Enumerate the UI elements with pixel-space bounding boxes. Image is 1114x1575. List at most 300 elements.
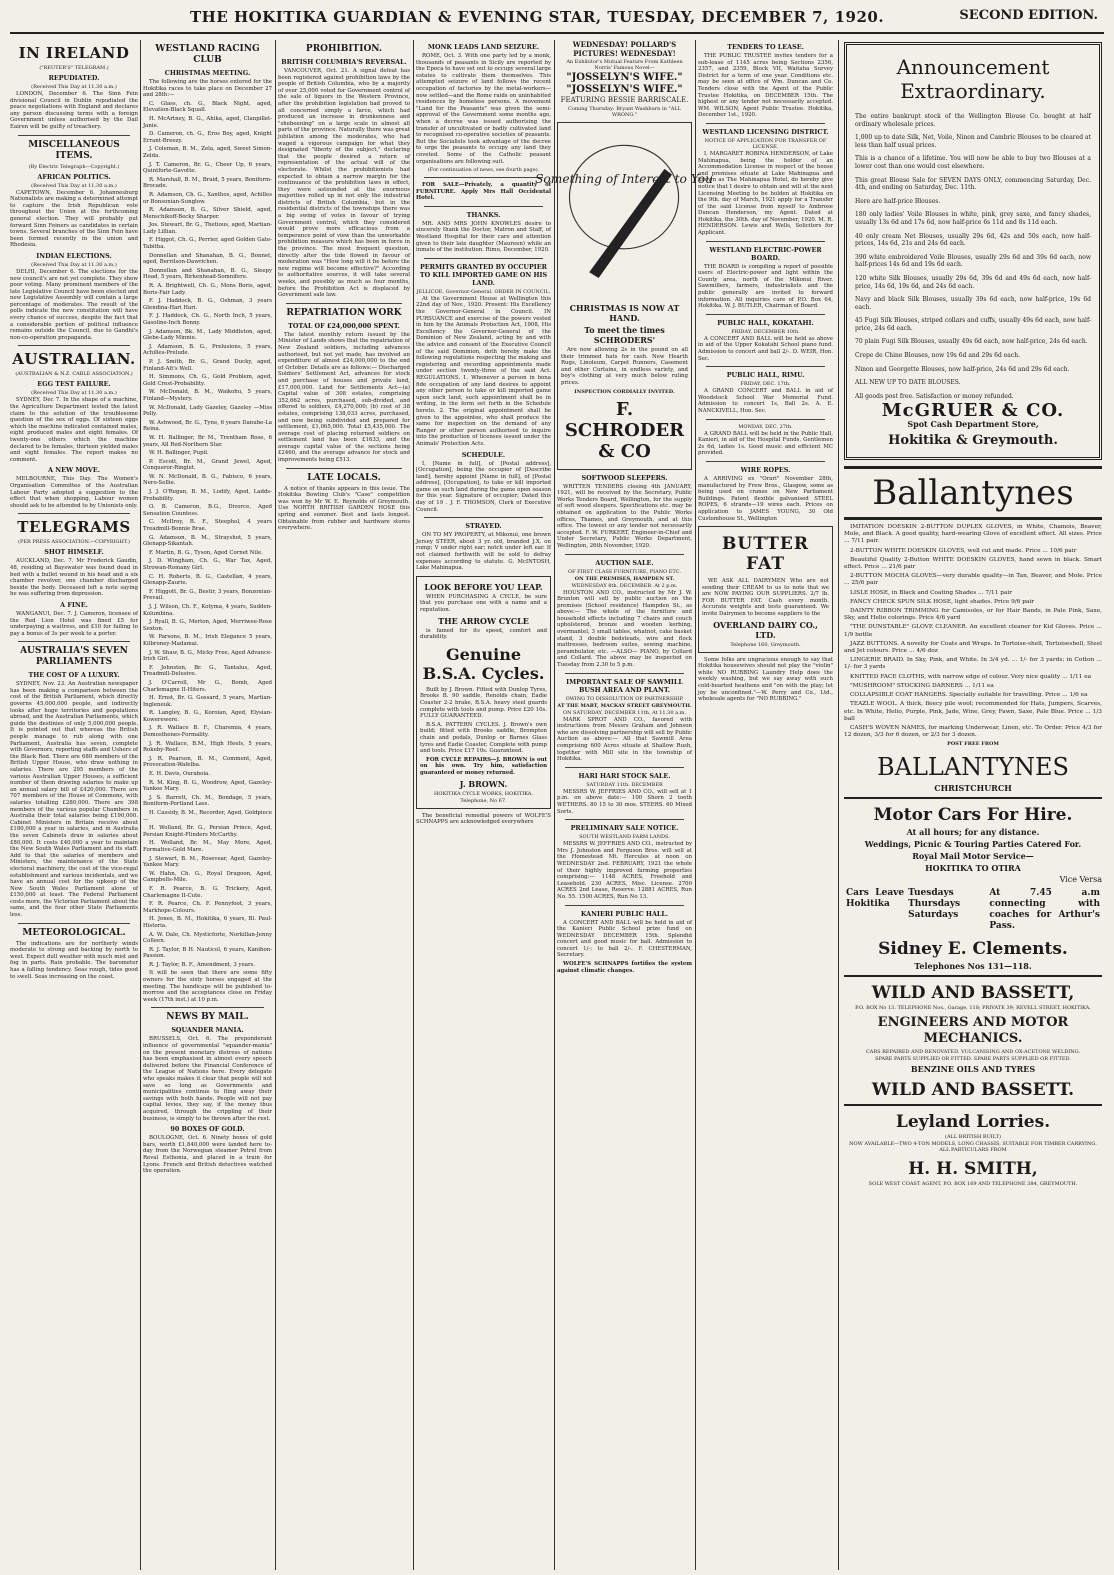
divider (706, 461, 825, 462)
wire-body: A ARRIVING ex "Orari" November 28th, manufactured by Frew Bros., Glasgow, some as being used on cranes on New Parliament Buildings. Patent flexible galvanised STEEL ROPES, 6 strands—19 wires each. Prices on application to JAMES YOUNG, 30 Old Customhouse St., Wellington (698, 475, 833, 522)
announcement-item: Here are half-price Blouses. (855, 197, 941, 205)
butter-ad (698, 526, 833, 653)
rubbing-note: Some folks are ungracious enough to say that Hokitika housewives should not play the "violin" while NO RUBBING Laundry Help does the weekly washing, but we say away with such cold-hearted heathens and "on with the play; let joy be unconfined."—W. Perry and Co., Ltd., wholesale agents for "NO RUBBING." (698, 656, 833, 703)
sawmill-subhead: OWING TO DISSOLUTION OF PARTNERSHIP. (565, 695, 684, 702)
jellicoe-line: JELLICOE, Governor-General. ORDER IN COUNCIL. (416, 288, 551, 295)
divider (151, 1007, 264, 1008)
racing-entry: H. McArtney, B. G., Ahika, aged, Clanpillet-Janie. (143, 115, 272, 129)
spare-parts: SPARE PARTS SUPPLIED OR FITTED. SPARE PARTS SUPPLIED OR FITTED. (875, 1056, 1071, 1063)
divider (706, 366, 825, 367)
column-7 (844, 40, 1102, 1570)
tenders-body: THE PUBLIC TRUSTEE invites tenders for a sub-lease of 1145 acres being Sections 2356, 2357, and 2359, Block VII, Waitaha Survey District for a term of one year. Conditions etc. may be seen at office of Wm. Duncan and Co. Tenders close with the Agent of the Public Trustee Hokitika, on DECEMBER 15th. The highest or any tender not necessarily accepted. WM. WILSON, Agent Public Trustee. Hokitika, December 1st., 1920. (698, 53, 833, 119)
arrow-body: is famed for its speed, comfort and durability. (420, 627, 547, 641)
divider (565, 554, 684, 555)
shot-subhead: SHOT HIMSELF. (44, 548, 104, 557)
racing-entry: F. Johnston, Br. G., Tantalus, Aged, Treadmill-Delusive. (143, 664, 272, 678)
ballantynes-item: 2-BUTTON MOCHA GLOVES—very durable quality—in Tan, Beaver, and Mole. Price ... 25/6 pair (844, 573, 1102, 587)
meteorological-body: The indications are for northerly winds moderate to strong and backing by north to west. Expect dull weather with much mist and fog in parts. Rain probable. The barometer has a falling tendency. Seas rough, tides good to swell. Seas increasing on the coast. (10, 940, 138, 980)
racing-subhead: CHRISTMAS MEETING. (164, 69, 251, 77)
auction-body: HOUSTON AND CO., instructed by Mr J. W. Brunton will sell by public auction on the premises (School residence) Hampden St., as above:— The whole of the furniture and household effects including 7 chairs and couch upholstered, bronze and wooden kerbing, overmantel, 3 small tables, whatnot, cake basket stand, 3 double bedsteads, wire and flock mattresses, bedroom suites, sewing machine, perambulator, etc. —ALSO— PIANO, by Collard and Collard. The above may be inspected on Tuesday from 2.30 to 5 p.m. (557, 589, 692, 669)
column-rule (413, 40, 414, 1570)
kokatahi-when: FRIDAY, DECEMBER 10th. (731, 328, 800, 335)
wolfe-note-2: WOLFE'S SCHNAPPS fortifies the system against climatic changes. (557, 961, 692, 974)
racing-entry: H. Simmons, Ch. G., Gold Problem, aged, Gold Crest-Probability. (143, 374, 272, 387)
announcement-ad (844, 42, 1102, 460)
announcement-item: 180 only ladies' Voile Blouses in white, pink, grey saxe, and fancy shades, usually 13s 6d and 17s 6d, now half-price 6s 11d and 8s 11d each. (855, 211, 1091, 226)
australian-source: (AUSTRALIAN & N.Z. CABLE ASSOCIATION.) (15, 371, 133, 378)
racing-entry: J. S. Barrett, Ch. M., Bondage, 5 years, Boniform-Portland Lass. (143, 794, 272, 808)
australian-headline: AUSTRALIAN. (12, 350, 136, 369)
announcement-item: 120 white Silk Blouses, usually 29s 6d, 39s 6d and 49s 6d each, now half-price, 14s 6d, 19s 6d, and 24s 6d each. (855, 274, 1091, 290)
leyland-ad (844, 1112, 1102, 1187)
announcement-item: This great Blouse Sale for SEVEN DAYS ONLY, commencing Saturday, Dec. 4th, and ending on Saturday, Dec. 11th. (855, 176, 1091, 192)
wild-bassett-box: P.O. BOX No 13. TELEPHONE Nos., Garage, 118; PRIVATE 39; REVELL STREET, HOKITIKA. (855, 1005, 1091, 1012)
divider (424, 206, 543, 207)
column-5 (535, 40, 713, 1570)
racing-entry: H. Wolland, Br. G., Persian Prince, Aged, Persian Knight-Flinders McCarthy. (143, 825, 272, 838)
wild-bassett-name-2: WILD AND BASSETT. (871, 1080, 1075, 1101)
leyland-body: NOW AVAILABLE—TWO 4-TON MODELS, LONG CHASSIS, SUITABLE FOR TIMBER CARRYING. ALL PARTICULARS FROM (849, 1141, 1097, 1154)
prelim-subhead: SOUTH WESTLAND FARM LANDS. (579, 834, 670, 841)
divider (18, 135, 130, 136)
misc-headline: MISCELLANEOUS ITEMS. (28, 139, 120, 161)
bsa-body: Built by J. Brown. Fitted with Dunlop Tyres, Brooks B. 90 saddle, Renolds chain, Eadie Coaster 2-2 brake, B.S.A. heavy steel guards complete with tools and pump. Price £20 10s. FULLY GUARANTEED. (420, 686, 547, 720)
racing-entry: F. R. Pearce, Ch. F. Pennyfoot, 3 years, Markhope-Colours. (143, 901, 272, 914)
thanks-headline: THANKS. (466, 210, 501, 219)
electric-headline: WESTLAND ELECTRIC-POWER BOARD. (709, 245, 822, 262)
misc-source: (By Electric Telegraph—Copyright.) (28, 163, 120, 170)
ballantynes-item: IMITATION DOESKIN 2-BUTTON DUPLEX GLOVES, in White, Chamois, Beaver, Mole, and Black. A good quality, hard-wearing Glove of excellent effect. All sizes. Price ... 7/11 pair. (844, 524, 1102, 545)
bsa-headline: Genuine B.S.A. Cycles. (422, 644, 545, 683)
prelim-headline: PRELIMINARY SALE NOTICE. (570, 824, 679, 833)
benzine-line: BENZINE OILS AND TYRES (910, 1064, 1036, 1075)
movie-coming: Coming Thursday: Bryant Washburn in "ALL WRONG." (568, 106, 681, 118)
look-body: WHEN PURCHASING A CYCLE, be sure that you purchase one with a name and a reputation. (420, 593, 547, 613)
ballantynes-item: FANCY CHECK SPUN SILK HOSE, light shades. Price 9/6 pair (850, 598, 1035, 605)
racing-entry: F. J. Haddock, Ch. G., North Inch, 5 years, Gasoline-Inch Bonny. (143, 313, 272, 326)
movie-featuring: FEATURING BESSIE BARRISCALE. (560, 96, 689, 104)
announcement-item: 40 only cream Net Blouses, usually 29s 6d, 42s and 50s each, now half-prices, 14s 6d, 21s and 24s 6d each. (855, 232, 1091, 248)
column-2 (143, 40, 272, 1570)
licensing-headline: WESTLAND LICENSING DISTRICT. (702, 127, 829, 136)
movie-intro: An Exhibitor's Mutual Feature From Kathleen Norris' Famous Novel— (566, 59, 683, 71)
african-subhead: AFRICAN POLITICS. (37, 172, 111, 181)
overland-telephone: Telephone 160, Greymouth. (730, 641, 801, 648)
sidney-telephone: Telephones Nos 131—118. (914, 961, 1032, 972)
racing-entry: G. Adamson, B. M., Strayshot, 5 years, Glenapp-Sikantah. (143, 534, 272, 548)
harihari-headline: HARI HARI STOCK SALE. (578, 771, 671, 780)
indian-time: (Received This Day at 11.30 a.m.) (31, 261, 117, 268)
column-3 (278, 40, 410, 1570)
ireland-time: (Received This Day at 11.30 a.m.) (31, 84, 117, 90)
divider (706, 314, 825, 315)
racing-entry: C. Glass, ch. G., Black Night, aged, Elevation-Black Squall. (143, 100, 272, 114)
racing-entry: R. J. Taylor, B. F., Amendment, 3 years. (149, 961, 256, 968)
seven-parliaments-body: SYDNEY, Nov. 23. An Australian newspaper has been making a comparison between the cost of the British Parliament, which directly governs 45,000,000 people, and indirectly looks after huge territories and populations abroad, and the Australian Parliaments, which guide the destinies of only 5,000,000 people. It is pointed out that whereas the British people manage to rub along with one Parliament, Australia has seven, complete with Governors, reporting staffs and Ushers of the Black Rod. There are 680 members of the British Upper House, who draw nothing in salaries. There are 295 members of the various Australian Upper Houses, a sufficient number of them drawing salaries to make up an annual salary bill of £420,000. There are 707 members of the House of Commons, with salaries totalling £280,000. There are 398 members of the various popular Chambers in Australia their total salaries being £190,000. Cabinet Ministers in Britain receive about £180,000 a year in salaries, and in Australia the seven Cabinets draw in salaries about £80,000. It costs £40,000 a year to maintain the New South Wales Parliament and its staff. Add to that the salaries of members and Ministers, the maintenance of the State electoral machinery, the cost of the vice-regal establishment and various incidentals, and we have an annual cost for the upkeep of the New South Wales Parliament alone of £150,000 at least. The Federal Parliament costs more, the Victorian Parliament about the same, and the four other State Parliaments less. (10, 681, 139, 919)
kaniere-body: A CONCERT AND BALL will be held in aid of the Kanieri Public School prize fund on WEDNESDAY DECEMBER 15th. Splendid concert and good music for ball. Admission to concert 1/-; to ball 2/-. F. CHESTERMAN, Secretary. (557, 919, 692, 959)
sawmill-when: ON SATURDAY, DECEMBER 11th, At 11.30 a.m. (562, 709, 687, 716)
racing-entry: H. Cassidy, B. M., Recorder, Aged, Goldpiece— (143, 810, 272, 823)
newspaper-title: THE HOKITIKA GUARDIAN & EVENING STAR, TUESDAY, DECEMBER 7, 1920. (190, 8, 885, 26)
racing-entry: A. W. Dale, Ch. Mysticforte, Norkillan-Jenny Colleen. (143, 931, 272, 945)
racing-entry: R. Langley, B. G., Koroian, Aged, Elysian-Kowerewere. (143, 710, 272, 723)
racing-entry: J. Stewart, B. M., Rosevear, Aged, Gazeley-Yankee Mary. (143, 855, 272, 869)
rimu-when: FRIDAY, DEC. 17th. (740, 381, 791, 388)
racing-entry: H. Ernst, Br. G. Gossard, 5 years, Martian-Ingleneuk. (143, 695, 272, 708)
divider (706, 419, 825, 420)
kanieri-ball-when: MONDAY, DEC. 27th. (738, 423, 793, 430)
divider (565, 767, 684, 768)
pen-illustration (535, 126, 713, 301)
announcement-item: 390 white embroidered Voile Blouses, usually 29s 6d and 39s 6d each, now half-prices 14s 6d and 19s 6d each. (855, 253, 1091, 269)
egg-time: (Received This Day at 11.30 a.m.) (31, 390, 117, 397)
auction-subhead: OF FIRST CLASS FURNITURE, PIANO ETC. (567, 568, 681, 575)
mcgruer-name: McGRUER & CO. (881, 400, 1065, 422)
announcement-item: 70 plain Fugi Silk Blouses, usually 49s 6d each, now half-price, 24s 6d each. (855, 338, 1088, 346)
racing-entry: W. Parsons, B. M., Irish Elegance 5 years, Kilbroney-Madamai. (143, 634, 272, 647)
racing-entry: H. Jones, B. M., Hokitika, 6 years, Bl. Paul-Historia. (143, 916, 272, 929)
divider (565, 905, 684, 906)
racing-entry: J. R. Wallace B. F., Charemia, 4 years, Demosthenes-Formality. (143, 725, 272, 739)
divider (18, 345, 130, 346)
movie-title: "JOSSELYN'S WIFE." "JOSSELYN'S WIFE." (566, 72, 683, 95)
motor-headline: Motor Cars For Hire. (873, 805, 1073, 826)
racing-closing: It will be seen that there are some fifty owners for the sixty horses engaged at the meeting. The handicaps will be published to-morrow and the acceptances close on Friday week (17th inst.) at 10 p.m. (143, 970, 272, 1003)
racing-entry: H. Wolland, Br. M., May More, Aged, Formative-Gold Mare. (143, 840, 272, 853)
gold-subhead: 90 BOXES OF GOLD. (170, 1125, 245, 1134)
motor-schedule (844, 887, 1102, 933)
continued-note: (For continuation of news, see fourth page). (427, 167, 540, 174)
auction-headline: AUCTION SALE. (595, 558, 654, 567)
seven-parliaments-headline: AUSTRALIA'S SEVEN PARLIAMENTS (20, 646, 128, 668)
announcement-item: 45 Fugi Silk Blouses, striped collars and cuffs, usually 49s 6d each, now half-price, 24s 6d each. (855, 317, 1091, 332)
prohibition-headline: PROHIBITION. (305, 44, 383, 54)
auction-when: WEDNESDAY 8th. DECEMBER. At 2 p.m. (571, 582, 678, 589)
racing-entry: W. Ashwood, Br. G., Tyne, 6 years Danube-La Reina. (143, 419, 272, 433)
racing-entry: J. Adamson, B. G., Prelusions, 5 years, Achilles-Prelude. (143, 343, 272, 357)
racing-entry: Jos. Stewart, Br. G., Thetious, aged, Martian-Lady Lillian. (143, 222, 272, 235)
wire-headline: WIRE ROPES. (740, 465, 791, 474)
racing-entry: J. Coleman, B. M., Zela, aged, Sweet Simon-Zelda. (143, 146, 272, 159)
divider (286, 303, 402, 304)
butter-headline: BUTTER FAT (722, 534, 809, 575)
announcement-item: Navy and black Silk Blouses, usually 39s 6d each, now half-price, 19s 6d each. (855, 296, 1091, 311)
racing-entries (143, 101, 272, 969)
mcgruer-location: Hokitika & Greymouth. (888, 433, 1058, 449)
racing-entry: J. T. Cameron, Br. G., Cheer Up, 6 years, Quintforte-Gavotte. (143, 161, 272, 175)
move-subhead: A NEW MOVE. (48, 466, 100, 475)
divider (18, 641, 130, 642)
motor-schedule-row (844, 887, 1102, 933)
column-rule (275, 40, 276, 1570)
racing-entry: J. Adamson, Bk. M., Lady Middleton, aged, Glebe-Lady Minnie. (143, 328, 272, 342)
permits-headline: PERMITS GRANTED BY OCCUPIER TO KILL IMPORTED GAME ON HIS LAND. (419, 262, 548, 287)
divider (706, 123, 825, 124)
african-time: (Received This Day at 11.30 a.m.) (31, 182, 117, 189)
gold-body: BOULOGNE, Oct. 6. Ninety boxes of gold bars, worth £1,840,000 were landed here to-day from the Norwegian steamer Petrel from Reval Esthonia, and placed in a train for Lyons. French and British detectives watched the operation. (143, 1135, 272, 1175)
leyland-headline: Leyland Lorries. (895, 1112, 1051, 1133)
racing-entry: F. Higgot, Ch. G., Perrier, aged Golden Gate-Tabitha. (143, 237, 272, 251)
racing-entry: Donnellan and Shanahan, B. G., Sleepy Head, 5 years, Birkenhead-Somnifere. (143, 267, 272, 281)
prohibition-subhead: BRITISH COLUMBIA'S REVERSAL. (281, 58, 407, 66)
mcgruer-subhead: Spot Cash Department Store, (907, 419, 1039, 430)
ballantynes-footer: BALLANTYNES (877, 753, 1069, 782)
ballantynes-item: COLLAPSIBLE COAT HANGERS. Specially suitable for travelling. Price ... 1/6 ea (850, 692, 1088, 699)
ballantynes-item: CASH'S WOVEN NAMES, for marking Underwear, Linen, etc. To Order. Price 4/3 for 12 dozen, 3/3 for 6 dozen, or 2/3 for 3 dozen. (844, 724, 1102, 739)
column-6 (698, 40, 833, 1570)
smith-address: SOLE WEST COAST AGENT, P.O. BOX 169 AND TELEPHONE 384, GREYMOUTH. (868, 1181, 1078, 1188)
script-text: Something of Interest to You (535, 171, 713, 186)
divider (844, 1104, 1102, 1106)
kokatahi-headline: PUBLIC HALL, KOKATAHI. (717, 318, 814, 327)
racing-intro: The following are the horses entered for the Hokitika races to take place on December 27 and 28th:— (143, 79, 272, 99)
divider (424, 517, 543, 518)
bsa-pattern-body: B.S.A. PATTERN CYCLES. J. Brown's own build; fitted with Brooks saddle, Brompton chain and pedals, Dunlop or Barnes Glass tyres and Eadie Coaster. Complete with pump and tools. Price £17 10s. Guaranteed. (420, 721, 547, 755)
schroder-ad (535, 122, 713, 470)
racing-entry: F. Higgott, Br. G., Bestir, 3 years, Bonzonian-Prevail. (143, 588, 272, 602)
rome-body: ROME, Oct. 3. With one party led by a monk, thousands of peasants in Sicily are reported by the Epoca to have set out to occupy several large estates to cultivate them themselves. This attempted seizure of land follows the recent occupation of factories by the metal-workers—now settled—and the Rome raids on uninhabited residences by homeless persons. A movement "Land for the Peasants" was given the semi-approval of the Government some months ago, when a decree was issued authorising the transfer of uncultivated or badly cultivated land to recognised co-operative societies of peasants. But the Socialists took advantage of the decree to urge the peasants to occupy any land they coveted. Some of the Catholic peasant organisations are following suit. (416, 53, 551, 165)
racing-entry: W. McDonald, Lady Gazeley, Gazeley —Miss Polly. (143, 404, 272, 418)
late-locals-headline: LATE LOCALS. (307, 472, 381, 483)
brown-address: HOKITIKA CYCLE WORKS, HOKITIKA. (433, 790, 533, 797)
ballantynes-headline: Ballantynes (844, 466, 1102, 520)
sleepers-body: WRITTEN TENDERS closing 4th JANUARY, 1921, will be received by the Secretary, Public Works Tenders Board, Wellington, for the supply of soft wood sleepers. Specifications etc. may be obtained on application to the Public Works offices, Thames, and Greymouth, and at this office. The lowest or any tender not necessarily accepted. F. W. FURKERT, Engineer-in-Chief and Under Secretary, Public Works Department, Wellington, 26th November, 1920. (557, 483, 692, 549)
divider (18, 923, 130, 924)
move-body: MELBOURNE, This Day. The Women's Organisation Committee of the Australian Labour Party adopted a suggestion to the effect that when shopping, Labour women should ask to be attended to by Unionists only. (10, 476, 138, 509)
motor-cars-leave: Cars Leave Hokitika (846, 888, 905, 910)
sidney-name: Sidney E. Clements. (878, 939, 1068, 960)
order-body: At the Government House at Wellington this 22nd day of Nov., 1920. Present: His Excellency the Governor-General in Council. IN PURSUANCE and exercise of the powers vested in him by the Animals Protection Act, 1908, His Excellency the Governor-General of the Dominion of New Zealand, acting by and with the advice and consent of the Executive Council of the said Dominion, doth hereby make the following regulations respecting the making and registering and recording appointments made under section twenty-three of the said Act. REGULATIONS. 1. Whenever a person in bona fide occupation of any land desires to appoint any other person to take or kill imported game upon such land, such appointment shall be in writing, in the form set forth in the Schedule hereto. 2. The original appointment shall be given to the appointee, who shall produce the same for inspection on the demand of any Ranger or other person authorised to inquire into the production of licenses issued under the Animals' Protection Acts. (416, 295, 551, 447)
motor-route: HOKITIKA TO OTIRA (925, 863, 1021, 874)
racing-entry: R. A. Brightwell, Ch. G., Mons Boris, aged, Boris-Fair Lady. (143, 283, 272, 296)
racing-entry: J. R. Wallace, B.M., High Heels, 5 years, Rokeby-Reef. (143, 740, 272, 754)
thanks-body: MR. AND MRS JOHN KNOWLES desire to sincerely thank the Doctor, Matron and Staff, of Westland Hospital for their care and attention given to their late daughter (Maureen) while an inmate of the institution. Rimu, December, 1920. (416, 220, 551, 254)
racing-entry: O. B. Cameron, B.G., Divorce, Aged Sensation Countess. (143, 504, 272, 517)
racing-entry: R. Adamson, B. G., Silver Shield, aged, Menschikoff-Becky Sharper. (143, 207, 272, 220)
ballantynes-item: TEAZLE WOOL. A thick, fleecy pile wool; recommended for Hats, Jumpers, Scarves, etc. In White, Helio, Purple, Pink, Jade, Wine, Grey, Fawn, Saxe, Pale Blue. Price ... 1/3 ball (844, 701, 1102, 722)
announcement-headline: Announcement Extraordinary. (896, 55, 1050, 103)
arrow-headline: THE ARROW CYCLE (438, 615, 529, 626)
wild-bassett-ad (844, 983, 1102, 1100)
ballantynes-item: 2-BUTTON WHITE DOESKIN GLOVES, well cut and made. Price ... 10/6 pair (850, 547, 1077, 554)
divider (565, 819, 684, 820)
racing-entry: J. D. Wingham, Ch. G., War Tax, Aged, Strowan-Romany Girl. (143, 558, 272, 571)
racing-entry: J. J. O'Regan, B. M., Lodify, Aged, Ladds-Probability. (143, 489, 272, 502)
leyland-subhead: (ALL BRITISH BUILT) (945, 1134, 1001, 1141)
announcement-item: 1,000 up to date Silk, Net, Voile, Ninon and Cambric Blouses to be cleared at less than half usual prices. (855, 134, 1091, 149)
ballantynes-item: JAZZ BUTTONS. A novelty for Coats and Wraps. In Tortoise-shell, Tortoiseshell, Steel and Jet colours. Price ... 4/6 doz (844, 640, 1102, 655)
racing-entry: E. H. Davis, Ouraboia. (149, 771, 211, 778)
ballantynes-item: LINGERIE BRAID. In Sky, Pink, and White. In 3/4 yd. ... 1/- for 3 yards; in Cotton ... 1/- for 3 yards (844, 657, 1102, 671)
racing-entry: P. J. Smith, Br. G., Grand Ducky, aged, Finland-Alt's Well. (143, 358, 272, 372)
indian-subhead: INDIAN ELECTIONS. (36, 251, 112, 260)
announcement-item: Crepe de Chine Blouses, now 19s 6d and 29s 6d each. (855, 352, 1020, 360)
fine-subhead: A FINE. (60, 600, 88, 609)
xmas-headline: CHRISTMAS IS NOW AT HAND. (569, 303, 680, 323)
sawmill-headline: IMPORTANT SALE OF SAWMILL BUSH AREA AND PLANT. (566, 677, 683, 694)
ballantynes-item: Beautiful Quality 2-Button WHITE DOESKIN GLOVES, hand sewn in black. Smart effect. Price ... 21/6 pair (844, 556, 1102, 571)
ireland-subhead: REPUDIATED. (48, 74, 100, 82)
racing-entry: C. H. Roberts, B. G., Castellan, 4 years, Glenapp-Zaurie. (143, 573, 272, 587)
ireland-body: LONDON, December 6. The Sinn Fein divisional Council in Dublin repudiated the peace negotiations with England and declares any person discussing terms with a foreign Government unless authorised by the Dail Eairen will be guilty of treachery. (10, 91, 138, 130)
schroder-name: F. SCHRODER & CO (564, 398, 685, 462)
harihari-when: SATURDAY 11th. DECEMBER (586, 781, 663, 788)
movie-line: WEDNESDAY! POLLARD'S PICTURES! WEDNESDAY! (572, 40, 677, 58)
column-rule (838, 40, 839, 1570)
xmas-invite: INSPECTION CORDIALLY INVITED. (574, 388, 675, 395)
engineers-subhead: CARS REPAIRED AND RENOVATED. VULCANISING AND OX-ACETONE WELDING. (865, 1049, 1081, 1056)
divider (18, 513, 130, 514)
racing-entry: C. McIlroy, B. F., Steephol, 4 years Treadmill-Bonnie Brae. (143, 519, 272, 533)
prohibition-body: VANCOUVER, Oct. 21. A signal defeat has been registered against prohibition laws by the people of British Columbia, who by a majority of over 25,000 voted for Government control of the sale of liquors in the Western Province, after the prohibition legislation had proved to all concerned simply a farce, which had produced an increase in drunkenness and "shebeening" on a large scale in almost all parts of the province. Naturally there was great jubilation among the moderates, who had waged a vigorous campaign for what they designated "liberty of the subject," declaring that the people desired a return of representation of the actual will of the electorate. Whilst the prohibitionists had expected to obtain a narrow margin for the continuance of the prohibition laws in effect, they were astounded at the enormous majorities rolled up in not only the industrial districts of British Columbia, but in the residential districts of the townships there was a big swing of votes in favour of trying Government control, which they considered would prove more efficacious from a temperance point of view than the unworkable prohibition measure which has been in force in the province. The most frequent question, directly after the tide flowed in favour of moderation was "How long will it be before the new regime will become effective?" According to authoritative sources, it will take several weeks, and possibly as much as four months, before the Prohibition Act is displaced by Government sale law. (278, 68, 410, 299)
edition-label: SECOND EDITION. (959, 8, 1098, 23)
column-rule (140, 40, 141, 1570)
motor-days: Tuesdays Thursdays Saturdays (908, 888, 961, 921)
telegrams-headline: TELEGRAMS (17, 518, 131, 537)
racing-entry: J. R. Pearson, B. M., Comment, Aged, Provocation-Wafelba. (143, 755, 272, 769)
auction-where: ON THE PREMISES, HAMPDEN ST. (574, 575, 675, 582)
racing-headline: WESTLAND RACING CLUB (155, 44, 260, 65)
kanieri-ball-body: A GRAND BALL will be held in the Public Hall, Kanieri, in aid of the Hospital Funds. Gentlemen 2s 6d, ladies 1s. Good music and efficient MC provided. (698, 430, 833, 457)
racing-entry: F. R. Pearce, B. G. Trickery, Aged, Charlemagne II-Cute. (143, 885, 272, 899)
motor-subhead-2: Weddings, Picnic & Touring Parties Catered For. (864, 839, 1082, 850)
masthead (0, 0, 1114, 34)
repairs-line: FOR CYCLE REPAIRS—J. BROWN is out on his own. Try him, satisfaction guaranteed or money returned. (420, 756, 547, 776)
motor-subhead: At all hours; for any distance. (906, 827, 1040, 838)
telegrams-source: (PER PRESS ASSOCIATION.—COPYRIGHT.) (18, 539, 130, 546)
strayed-headline: STRAYED. (465, 522, 502, 531)
repatriation-body: The latest monthly return issued by the Minister of Lands shows that the repatriation of New Zealand soldiers, including advances authorised, but not yet made, has involved an expenditure of almost £24,000,000 to the end of October. Details are as follows:— Discharged Soldiers' Settlement Act, advances for stock and purchase of houses and private land, £17,000,000. Land for Settlements Act—(a) Capital value of 308 estates, comprising 352,662 acres, purchased, sub-divided, and offered to soldiers, £4,270,000; (b) cost of 38 estates, comprising 138,033 acres, purchased, and now being subdivided and prepared for settlement, £1,065,000. Total £5,435,000. The average cost of placing returned soldiers on settlement land has been £1633, and the average capital value of the sections being £2460, and the average advance for stock and improvements being £513. (278, 331, 410, 464)
announcement-item: All goods post free. Satisfaction or money refunded. (855, 392, 1014, 400)
motor-ad (844, 805, 1102, 971)
racing-entry: P. Escott, Br. M., Grand Jewel, Aged, Conqueror-Ringlet. (143, 458, 272, 472)
news-mail-subhead: SQUANDER MANIA. (171, 1026, 244, 1035)
divider (424, 177, 543, 178)
column-4 (416, 40, 551, 1570)
column-1 (10, 40, 138, 1570)
announcement-list (855, 113, 1091, 400)
column-rule (695, 40, 696, 1570)
racing-entry: R. M. King, B. G., Woodrow, Aged, Gazeley-Yankee Mary. (143, 779, 272, 793)
racing-entry: J. W. Shaw, B. G., Micky Free, Aged Advance-Irish Girl. (143, 649, 272, 663)
sawmill-body: MARK SPROT AND CO., favored with instructions from Messrs Graham and Johnson who are dissolving partnership will sell by Public Auction as above:— All that Sawmill Area comprising 600 Acres situate at Shallow Rush, together with Mill site in the township of Hokitika. (557, 716, 692, 763)
motor-time: At 7.45 a.m connecting with coaches for Arthur's Pass. (989, 888, 1100, 932)
shot-body: AUCKLAND, Dec. 7. Mr Frederick Gaudin, 48, residing at Bayswater was found dead in bed with a bullet wound in his head and a six chamber revolver, one chamber discharged beside the body. Deceased left a note saying he was suffering from depression. (10, 558, 138, 598)
announcement-item: This is a chance of a lifetime. You will now be able to buy two Blouses at a lower cost than one would cost elsewhere. (855, 155, 1091, 170)
xmas-subhead: To meet the times SCHRODERS' (584, 325, 665, 345)
racing-entry: Donnellan and Shanahan, B. G., Bonnet, aged, Berrilson-Dawrichen. (143, 252, 272, 266)
brown-telephone: Telephone, No 67. (460, 797, 507, 804)
racing-entry: R. Marshall, B. M., Braid, 5 years, Boniform-Brocade. (143, 176, 272, 190)
ireland-headline: IN IRELAND (18, 44, 130, 62)
divider (844, 797, 1102, 799)
repatriation-subhead: TOTAL OF £24,000,000 SPENT. (288, 321, 400, 330)
kaniere-headline: KANIERI PUBLIC HALL. (580, 909, 669, 918)
tenders-headline: TENDERS TO LEASE. (727, 43, 804, 51)
announcement-item: Ninon and Georgette Blouses, now half-price, 24s 6d and 29s 6d each. (855, 365, 1070, 373)
ballantynes-post: POST FREE FROM (947, 741, 999, 748)
movie-ad (557, 40, 692, 118)
sleepers-headline: SOFTWOOD SLEEPERS. (581, 473, 668, 482)
racing-entry: R. J. Taylor, B H. Nauticol, 6 years, Kanibon-Passion. (143, 946, 272, 960)
ballantynes-item: LISLE HOSE, in Black and Coating Shades ... 7/11 pair (850, 589, 1013, 596)
announcement-item: ALL NEW UP TO DATE BLOUSES. (855, 379, 961, 387)
divider (286, 468, 402, 469)
divider (424, 258, 543, 259)
overland-name: OVERLAND DAIRY CO., LTD. (713, 619, 818, 640)
rimu-body: A GRAND CONCERT and BALL in aid of Woodstock School War Memorial Fund. Admission to concert 1s, Ball 2s. A. E. NANCKIVELL, Hon. Sec. (698, 388, 833, 414)
sawmill-where: AT THE MART, MACKAY STREET GREYMOUTH. (557, 702, 692, 709)
engineers-headline: ENGINEERS AND MOTOR MECHANICS. (877, 1015, 1069, 1047)
brown-name: J. BROWN. (459, 778, 508, 789)
racing-entry: W. Hahn, Ch. G., Royal Dragoon, Aged, Campbells-Mile. (143, 870, 272, 884)
divider (844, 975, 1102, 977)
indian-body: DELHI, December 6. The elections for the new council's are not yet complete. They show poor voting. Many prominent members of the late Legislative Council have been elected and new Legislative Assembly will contain a large percentage of moderates. The result of the polls indicate the new constitution will have every chance of success, despite the fact that a considerable portion of political influence remains outside the Council, due to Gandhi's non-co-operation propaganda. (10, 268, 138, 341)
ballantynes-ad (844, 466, 1102, 793)
schedule-headline: SCHEDULE. (461, 450, 506, 459)
racing-entry: W. McDonald, B. M., Waikohu, 5 years, Finland—Mystery. (143, 389, 272, 402)
look-headline: LOOK BEFORE YOU LEAP. (424, 581, 543, 592)
prelim-body: MESSRS W. JEFFRIES AND CO., instructed by Mrs J. Johnston and Ferguson Bros. will sell at the Homestead Mt. Hercules at noon on WEDNESDAY 2nd. FEBRUARY, 1921 the whole of their highly improved farming properties comprising:— 1148 ACRES, Freehold and Leasehold. 230 ACRES, Misc. License. 2700 ACRES 2nd Lease, Reserve. 12881 ACRES, Run No. 55. 1500 ACRES, Run No 13. (557, 841, 692, 900)
licensing-body: I, MARGARET ROBINA HENDERSON, of Lake Mahinapua, being the holder of an Accommodation License in respect of the house and premises situate at Lake Mahinapua and known as The Mahinapua Hotel, do hereby give notice that I desire to obtain and will at the next Licensing Meeting to be holden at Hokitika on the 9th. day of March, 1921 apply for a Transfer of the said License from myself to Ambrose Duncan Henderson, my Agent. Dated at Hokitika, the 30th. day of November, 1920. M. R. HENDERSON. Lewis and Wells, Solicitors for Applicant. (698, 150, 833, 237)
egg-body: SYDNEY, Dec 7. In the shape of a machine, the Agriculture Department tested the latest claim to the solution of the troublesome question of the sex of eggs. Of sixteen eggs which the machine indicated contained males, eight produced males and eight females. Of twenty-one others which the machine declared to be females, thirteen yielded males and eight females. The report makes no comment. (10, 397, 138, 463)
motor-mail: Royal Mail Motor Service— (912, 851, 1034, 862)
harihari-body: MESSRS W. JEFFRIES AND CO., will sell at 1 p.m. on above date:— 100 Shorn 2 tooth WETHERS. 80 15 to 30 mos. STEERS. 60 Mixed Sorts. (557, 788, 692, 815)
schedule-body: I, [Name in full], of [Postal address], [Occupation], being the occupier of [Describe land], hereby appoint [Name in full], of [Postal address], [Occupation], to take or kill imported game on such land during the game open season for this year. Signature of occupier; Dated this day of 19 . J. F. THOMSON, Clerk of Executive Council. (416, 460, 551, 513)
licensing-subhead: NOTICE OF APPLICATION FOR TRANSFER OF LICENSE. (704, 137, 827, 150)
strayed-body: ON TO MY PROPERTY, at Mikonui, one brown Jersey STEER, about 3 yr. old, branded J.X. on rump; V under right ear; notch under left ear. If not claimed forthwith will be sold to defray expenses according to statute. G. McINTOSH, Lake Mahinapua. (416, 532, 551, 572)
racing-entry: W. N. McDonald, B. G., Fabisco, 6 years, Nero-Sellie. (143, 473, 272, 487)
ballantynes-item: DAINTY RIBBON TRIMMING for Camisoles, or for Hair Bands, in Pale Pink, Saxe, Sky, and Helio colorings. Price 4/6 yard (844, 608, 1102, 622)
sale-ad: FOR SALE—Privately, a quantity of FURNITURE. Apply Mrs Hall Occidental Hotel. (416, 182, 551, 202)
butter-body: WE ASK ALL DAIRYMEN Who are not sending their CREAM to us to note that we are NOW PAYING OUR SUPPLIERS. 2/7 lb. FOR BUTTER FAT. Cash every month. Accurate weights and tests guaranteed. We invite Dairymen to become suppliers to the (702, 578, 829, 618)
ballantynes-city: CHRISTCHURCH (934, 783, 1012, 794)
african-body: CAPETOWN, December 6. Johannesburg Nationalists are making a determined attempt to capture the Irish Republican vote throughout the Union at the forthcoming general election. They will probably put forward Sinn Feiners as candidates in certain towns. Several branches of the Sinn Fein have been formed recently in the union and Rhodesia. (10, 189, 138, 249)
ballantynes-item: "THE DUNSTABLE" GLOVE CLEANER. An excellent cleaner for Kid Gloves. Price ... 1/9 bottle (844, 624, 1102, 638)
racing-entry: D. Cameron, ch. G., Eros Boy, aged, Knight Errant-Breezy. (143, 131, 272, 144)
racing-entry: J. O'Carroll, Mr G., Bomb, Aged Charlemagne II-Hiters. (143, 679, 272, 693)
ballantynes-item: "MUSHROOM" STOCKING DARNERS ... 1/11 ea (850, 682, 994, 689)
ballantynes-item: KNITTED FACE CLOTHS, with narrow edge of colour. Very nice quality ... 1/11 ea (850, 673, 1092, 680)
kokatahi-body: A CONCERT AND BALL will be held as above in aid of the Upper Kokatahi School piano fund. Admission to concert and ball 2/-. D. WEIR, Hon. Sec. (698, 335, 833, 362)
cycle-ad (416, 576, 551, 809)
divider (706, 241, 825, 242)
racing-entry: R. Adamson, Ch. G., Xanthos, aged, Achilles or Bonsonian-Sunglow. (143, 191, 272, 205)
news-mail-body: BRUSSELS, Oct. 6. The preponderant influence of governmental "squander-mania" on the present monetary distress of nations has been emphasised in almost every speech delivered before the Financial Conference of the League of Nations here. Every delegate who speaks makes it clear that people will not save so long as Governments and municipalities continue to fling away their savings with both hands. People will not pay capital levies, they say, if the money thus acquired, through the crippling of their business, is simply to be thrown after the rest. (143, 1036, 272, 1122)
motor-vice-versa: Vice Versa (1059, 875, 1102, 885)
meteorological-headline: METEOROLOGICAL. (22, 927, 126, 938)
rome-subhead: MONK LEADS LAND SEIZURE. (427, 43, 540, 51)
xmas-body: Are now allowing 2s in the pound on all their trimmed hats for cash. New Hearth Rugs, Linoleum, Carpet Runners, Casement and other Curtains, in endless variety, and boy's clothing at very much below ruling prices. (561, 347, 688, 386)
racing-entry: W. H. Ballinger, Br M., Trentham Rose, 6 years, All Red-Northern Star. (143, 434, 272, 448)
column-rule (554, 40, 555, 1570)
news-mail-headline: NEWS BY MAIL. (166, 1012, 249, 1023)
seven-parliaments-subhead: THE COST OF A LUXURY. (28, 671, 120, 680)
racing-entry: F. J. Haddock, B. G., Oshman, 3 years Glendina-Hari Hari. (143, 298, 272, 311)
late-locals-body: A notice of thanks appears in this issue. The Hokitika Bowling Club's "Case" competition was won by Mr W. E. Reynolds of Greymouth. Use NORTH BRITISH GARDEN HOSE this spring and summer. Best and lasts longest. Obtainable from rubber and hardware stores everywhere. (278, 485, 410, 532)
racing-entry: J. J. Wilson, Ch. F., Kotyma, 4 years, Sudden-Kolumbina. (143, 603, 272, 617)
racing-entry: J. Ryall, B. G., Merton, Aged, Merriwee-Rose Sexton. (143, 619, 272, 632)
racing-entry: F. Martin, B. G., Tyson, Aged Cornet Nile. (149, 549, 263, 556)
repatriation-headline: REPATRIATION WORK (286, 307, 402, 318)
smith-name: H. H. SMITH, (908, 1159, 1038, 1180)
ireland-source: ("REUTER'S" TELEGRAM.) (39, 65, 109, 71)
divider (565, 673, 684, 674)
fine-body: WANGANUI, Dec. 7. J. Cameron, licensee of the Red Lion Hotel was fined £5 for underpaying a waitress, and £10 for failing to pay a bonus of 3s per week to a porter. (10, 610, 138, 637)
ballantynes-list (844, 524, 1102, 739)
wild-bassett-name: WILD AND BASSETT, (871, 983, 1075, 1004)
electric-body: THE BOARD is compiling a report of possible users of Electric-power and light within the County area, north of the Mikonui River. Sawmillers, farmers, industrialists and the public generally are invited to forward information. All inquiries care of P.O. Box 64, Hokitika. W. J. BUTLER, Chairman of Board. (698, 263, 833, 310)
